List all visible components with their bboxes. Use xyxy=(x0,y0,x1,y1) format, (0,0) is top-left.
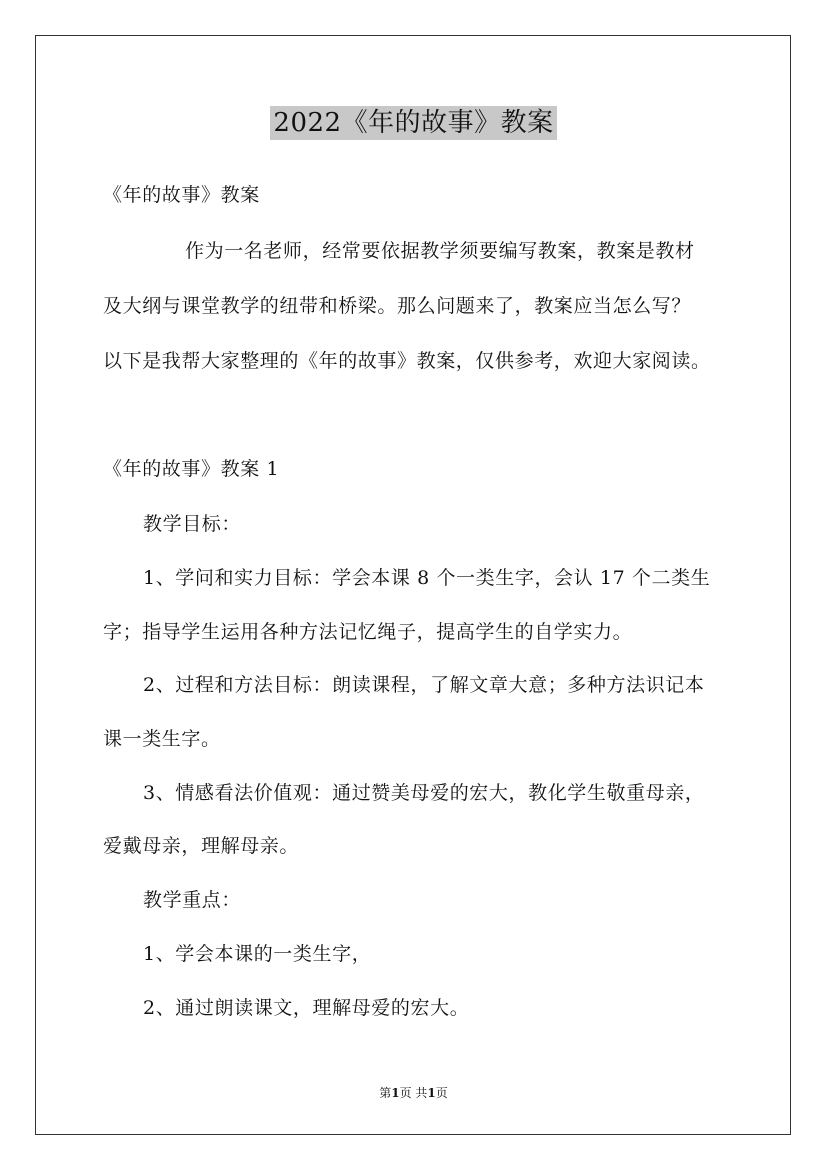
footer-mid: 页 共 xyxy=(399,1086,428,1100)
key-point-1: 1、学会本课的一类生字， xyxy=(143,943,372,965)
goal-line-6: 爱戴母亲，理解母亲。 xyxy=(103,835,300,857)
footer-suffix: 页 xyxy=(435,1086,448,1100)
intro-line-3: 以下是我帮大家整理的《年的故事》教案，仅供参考，欢迎大家阅读。 xyxy=(103,350,711,372)
subtitle: 《年的故事》教案 xyxy=(103,184,260,206)
key-point-2: 2、通过朗读课文，理解母爱的宏大。 xyxy=(143,997,470,1019)
intro-line-1: 作为一名老师，经常要依据教学须要编写教案，教案是教材 xyxy=(185,240,695,262)
footer-page-number: 1 xyxy=(391,1086,400,1100)
footer-prefix: 第 xyxy=(379,1086,392,1100)
document-title-text: 2022《年的故事》教案 xyxy=(270,106,556,140)
document-title xyxy=(0,102,827,139)
goal-line-1: 1、学问和实力目标：学会本课 8 个一类生字，会认 17 个二类生 xyxy=(143,567,711,589)
intro-line-2: 及大纲与课堂教学的纽带和桥梁。那么问题来了，教案应当怎么写？ xyxy=(103,295,692,317)
goal-line-3: 2、过程和方法目标：朗读课程，了解文章大意；多种方法识记本 xyxy=(143,674,705,696)
goal-line-2: 字；指导学生运用各种方法记忆绳子，提高学生的自学实力。 xyxy=(103,621,633,643)
goal-line-5: 3、情感看法价值观：通过赞美母爱的宏大，教化学生敬重母亲， xyxy=(143,782,705,804)
section-heading: 《年的故事》教案 1 xyxy=(103,458,280,480)
footer-total-pages: 1 xyxy=(427,1086,436,1100)
key-heading: 教学重点： xyxy=(143,889,242,911)
goal-line-4: 课一类生字。 xyxy=(103,728,221,750)
goals-heading: 教学目标： xyxy=(143,513,242,535)
page-footer xyxy=(0,1084,827,1101)
